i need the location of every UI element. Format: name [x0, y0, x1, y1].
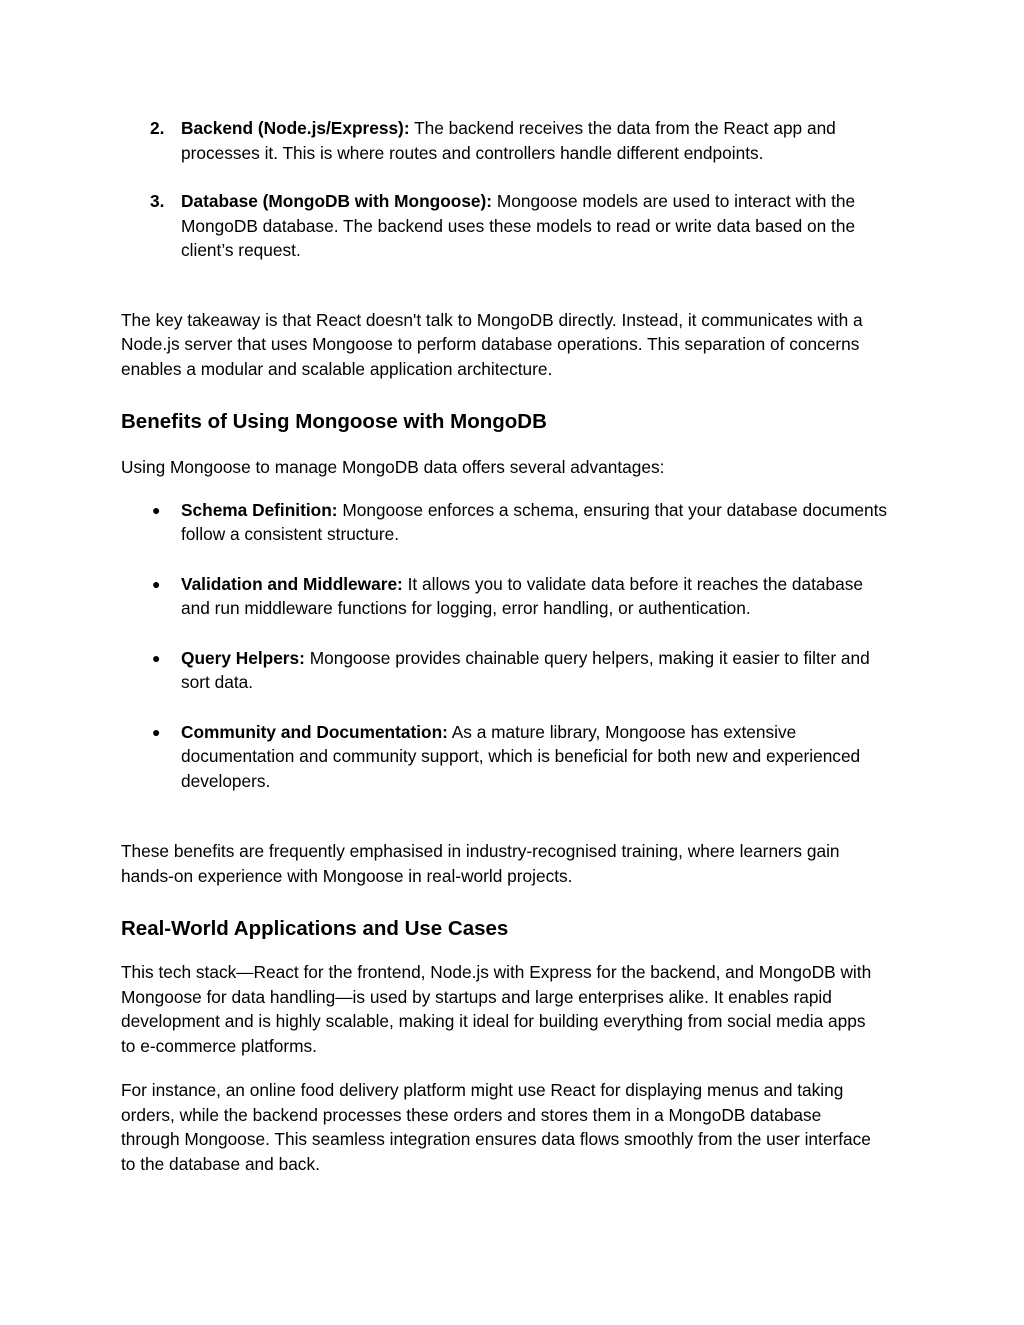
numbered-list — [121, 116, 911, 263]
bullet-marker: ● — [152, 723, 161, 740]
list-item-text: Mongoose models are used to interact with the MongoDB database. The backend uses these models to read or write data based on the client’s request. — [181, 191, 856, 260]
list-item-label: Validation and Middleware: — [181, 573, 403, 594]
list-item-text: The backend receives the data from the React app and processes it. This is where routes and controllers handle different endpoints. — [181, 118, 836, 163]
heading-real-world: Real-World Applications and Use Cases — [121, 917, 509, 940]
list-item-text: Mongoose provides chainable query helpers, making it easier to filter and sort data. — [181, 647, 870, 692]
document-page — [121, 116, 911, 1176]
list-item-label: Database (MongoDB with Mongoose): — [181, 191, 493, 211]
list-item-database — [121, 189, 911, 263]
list-item-query-helpers — [121, 646, 891, 695]
paragraph-stack: This tech stack—React for the frontend, Node.js with Express for the backend, and MongoDB with Mongoose for data handling—is used by startups and large enterprises alike. It enables rapid development and is highly scalable, making it ideal for building everything from social media apps to e-commerce platforms. — [121, 962, 872, 1056]
list-item-text: Mongoose enforces a schema, ensuring that your database documents follow a consistent structure. — [181, 499, 888, 544]
paragraph-benefits: These benefits are frequently emphasised in industry-recognised training, where learners gain hands-on experience with Mongoose in real-world projects. — [121, 841, 840, 886]
bullet-list — [121, 498, 911, 794]
list-number: 3. — [150, 191, 165, 211]
list-item-text: As a mature library, Mongoose has extensive documentation and community support, which is beneficial for both new and experienced developers. — [181, 721, 861, 791]
paragraph-takeaway: The key takeaway is that React doesn't talk to MongoDB directly. Instead, it communicates with a Node.js server that uses Mongoose to perform database operations. This separation of concerns enables a modular and scalable application architecture. — [121, 309, 863, 379]
bullet-marker: ● — [152, 501, 161, 518]
list-item-schema — [121, 498, 891, 547]
list-item-label: Backend (Node.js/Express): — [181, 118, 410, 138]
paragraph-intro: Using Mongoose to manage MongoDB data offers several advantages: — [121, 457, 665, 477]
bullet-marker: ● — [152, 575, 161, 592]
bullet-marker: ● — [152, 649, 161, 666]
list-item-label: Query Helpers: — [181, 647, 305, 668]
list-item-backend — [121, 116, 911, 165]
list-item-community — [121, 720, 891, 794]
list-item-label: Schema Definition: — [181, 499, 338, 520]
list-item-text: It allows you to validate data before it reaches the database and run middleware functions for logging, error handling, or authentication. — [181, 573, 863, 618]
list-item-validation — [121, 572, 891, 621]
paragraph-instance: For instance, an online food delivery platform might use React for displaying menus and taking orders, while the backend processes these orders and stores them in a MongoDB database through Mongoose. This seamless integration ensures data flows smoothly from the user interface to the database and back. — [121, 1080, 871, 1174]
heading-benefits: Benefits of Using Mongoose with MongoDB — [121, 410, 547, 433]
list-number: 2. — [150, 118, 165, 138]
list-item-label: Community and Documentation: — [181, 721, 448, 742]
